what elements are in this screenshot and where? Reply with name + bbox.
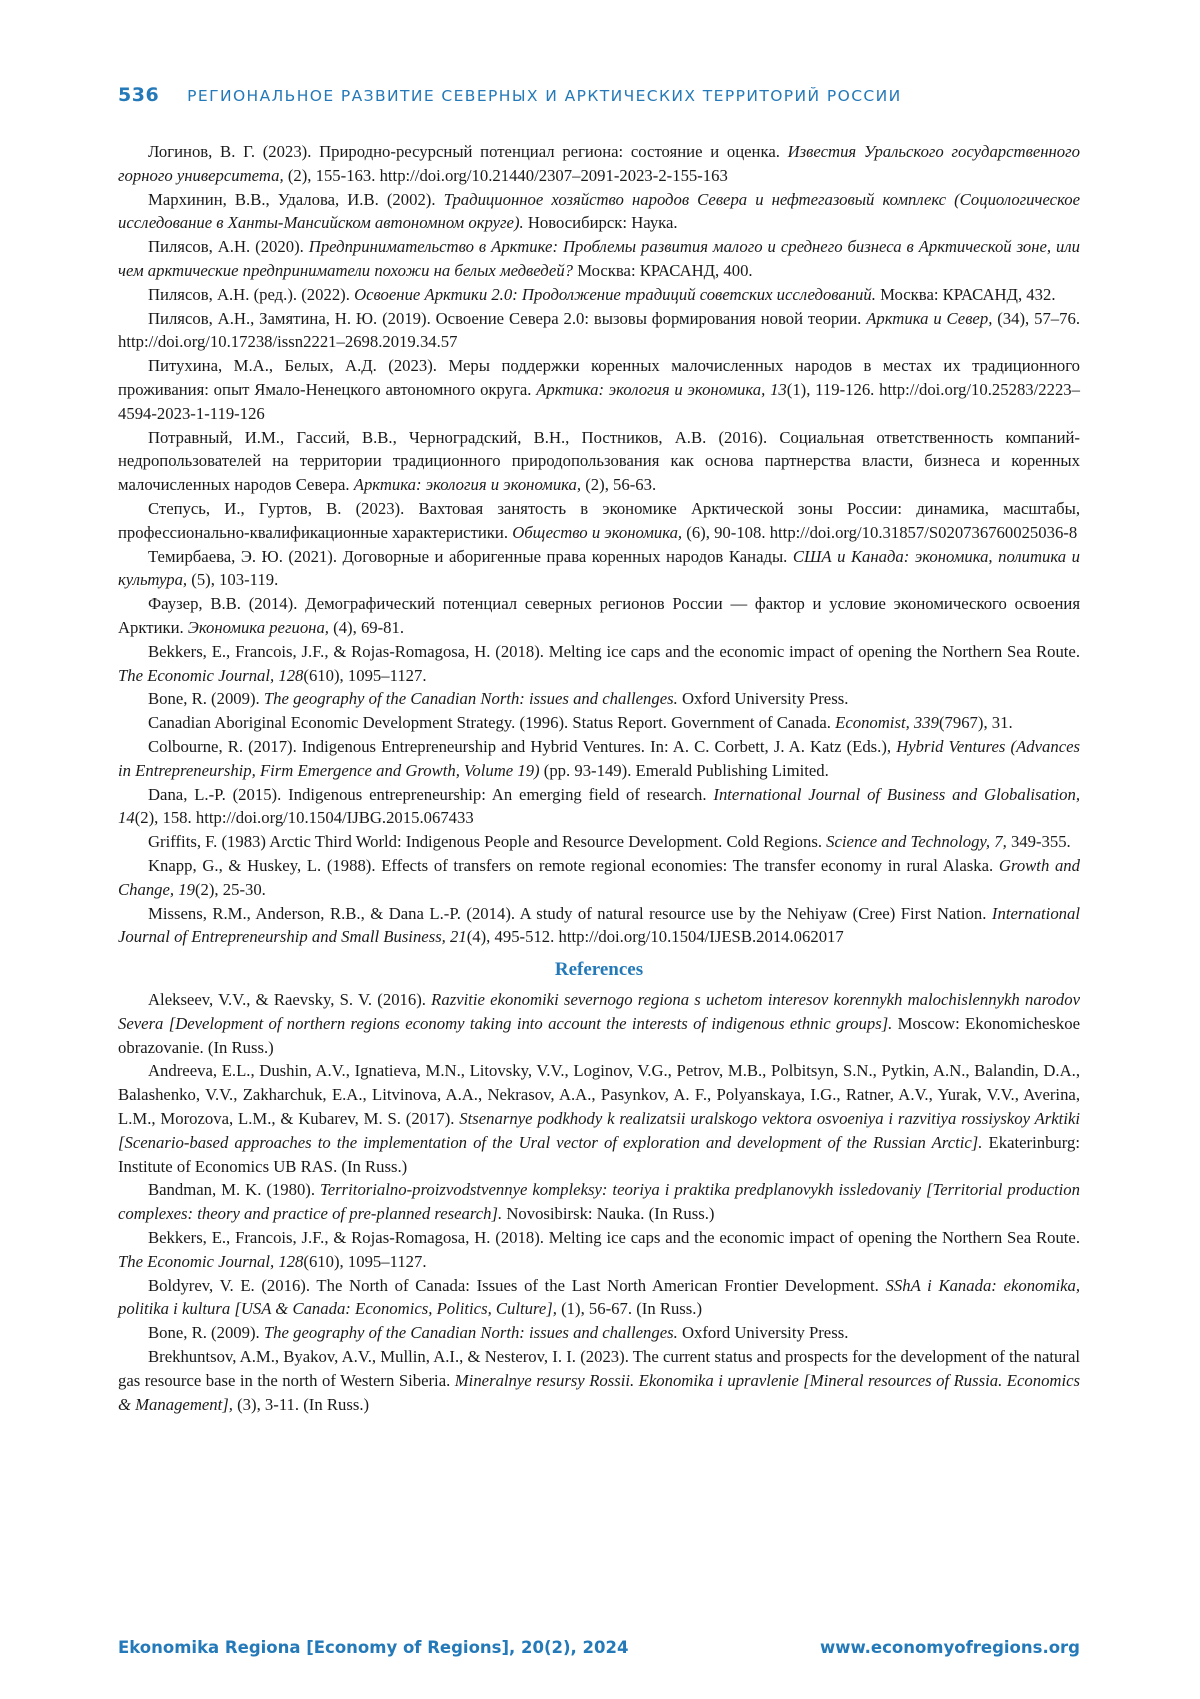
reference-text: Bekkers, E., Francois, J.F., & Rojas-Romagosa, H. (2018). Melting ice caps and the economic impact of opening the Northern Sea Route. [148, 1228, 1080, 1248]
reference-text: (2), 56-63. [581, 475, 657, 495]
reference-entry [118, 545, 1080, 593]
reference-entry [118, 1059, 1080, 1178]
reference-text: Новосибирск: Наука. [523, 213, 678, 233]
reference-text: Andreeva, E.L., Dushin, A.V., Ignatieva, M.N., Litovsky, V.V., Loginov, V.G., Petrov, M.B., Polbitsyn, S.N., Pytkin, A.N., Balandin, D.A., Balashenko, V.V., Zakharchuk, E.A., Litvinova, A.A., Nekrasov, A.A., Pasynkov, A. F., Polyanskaya, I.G., Ratner, A.V., Yurak, V.V., Averina, L.M., Morozova, L.M., & Kubarev, M. S. (2017). [118, 1061, 1080, 1129]
reference-entry [118, 1274, 1080, 1322]
reference-entry [118, 283, 1080, 307]
reference-text: Пилясов, А.Н. (2020). [148, 237, 309, 257]
reference-entry [118, 854, 1080, 902]
reference-title: Razvitie ekonomiki severnogo regiona s uchetom interesov korennykh malochislennykh narodov Severa [Development of northern regions economy taking into account the interests of indigenous ethnic groups]. [118, 990, 1080, 1033]
reference-title: SShA i Kanada: ekonomika, politika i kultura [USA & Canada: Economics, Politics, Culture], [118, 1275, 1081, 1319]
reference-text: Dana, L.-P. (2015). Indigenous entrepreneurship: An emerging field of research. [148, 784, 714, 804]
reference-text: (34), 57–76. http://doi.org/10.17238/issn2221–2698.2019.34.57 [118, 308, 1080, 352]
reference-text: (1), 56-67. (In Russ.) [556, 1299, 703, 1319]
reference-text: (5), 103-119. [187, 570, 279, 590]
reference-text: Москва: КРАСАНД, 400. [573, 260, 753, 280]
reference-text: Мархинин, В.В., Удалова, И.В. (2002). [148, 189, 444, 209]
reference-text: (1), 119-126. http://doi.org/10.25283/2223–4594-2023-1-119-126 [118, 379, 1080, 423]
reference-text: Brekhuntsov, A.M., Byakov, A.V., Mullin, A.I., & Nesterov, I. I. (2023). The current status and prospects for the development of the natural gas resource base in the north of Western Siberia. [118, 1347, 1080, 1390]
references-heading: References [554, 959, 644, 981]
reference-text: Knapp, G., & Huskey, L. (1988). Effects of transfers on remote regional economies: The transfer economy in rural Alaska. [148, 855, 999, 875]
reference-title: Territorialno-proizvodstvennye kompleksy: teoriya i praktika predplanovykh issledovaniy [Territorial production complexes: theory and practice of pre-planned research]. [118, 1180, 1080, 1224]
reference-entry [118, 497, 1080, 545]
reference-title: Stsenarnye podkhody k realizatsii uralskogo vektora osvoeniya i razvitiya rossiyskoy Arktiki [Scenario-based approaches to the implementation of the Ural vector of exploration and development of the Russian Arctic]. [118, 1109, 1080, 1152]
reference-title: США и Канада: экономика, политика и культура, [118, 546, 1080, 590]
footer-website-link[interactable]: www.economyofregions.org [819, 1638, 1080, 1657]
reference-text: Bandman, M. K. (1980). [148, 1180, 321, 1200]
reference-entry [118, 1345, 1080, 1416]
reference-entry [118, 307, 1080, 355]
reference-text: (7967), 31. [938, 713, 1013, 733]
reference-text: Oxford University Press. [677, 689, 849, 709]
reference-title: Арктика: экология и экономика, 13 [536, 379, 787, 399]
reference-title: Традиционное хозяйство народов Севера и нефтегазовый комплекс (Социологическое исследование в Ханты-Мансийском автономном округе). [118, 189, 1080, 233]
reference-title: Growth and Change, 19 [118, 855, 1080, 899]
reference-text: Пилясов, А.Н., Замятина, Н. Ю. (2019). Освоение Севера 2.0: вызовы формирования новой теории. [148, 308, 867, 328]
reference-text: (6), 90-108. http://doi.org/10.31857/S020736760025036-8 [682, 522, 1078, 542]
reference-entry [118, 235, 1080, 283]
reference-entry [118, 354, 1080, 425]
reference-text: Missens, R.M., Anderson, R.B., & Dana L.-P. (2014). A study of natural resource use by the Nehiyaw (Cree) First Nation. [148, 903, 992, 923]
reference-text: Степусь, И., Гуртов, В. (2023). Вахтовая занятость в экономике Арктической зоны России: динамика, масштабы, профессионально-квалификационные характеристики. [118, 498, 1080, 542]
page-footer [118, 1638, 1080, 1657]
reference-entry [118, 687, 1080, 711]
references-english [118, 988, 1080, 1416]
reference-entry [118, 735, 1080, 783]
reference-text: 349-355. [1006, 832, 1071, 852]
reference-text: (2), 158. http://doi.org/10.1504/IJBG.2015.067433 [134, 808, 474, 828]
reference-entry [118, 1226, 1080, 1274]
reference-text: Темирбаева, Э. Ю. (2021). Договорные и аборигенные права коренных народов Канады. [148, 546, 793, 566]
reference-text: (4), 69-81. [328, 617, 405, 637]
reference-title: Mineralnye resursy Rossii. Ekonomika i upravlenie [Mineral resources of Russia. Economics & Management], [118, 1370, 1080, 1414]
reference-text: (4), 495-512. http://doi.org/10.1504/IJESB.2014.062017 [466, 927, 844, 947]
reference-text: Canadian Aboriginal Economic Development Strategy. (1996). Status Report. Government of Canada. [148, 713, 836, 733]
reference-title: Предпринимательство в Арктике: Проблемы развития малого и среднего бизнеса в Арктической зоне, или чем арктические предприниматели похожи на белых медведей? [118, 237, 1080, 280]
running-header [118, 84, 1080, 106]
references-russian [118, 140, 1080, 949]
reference-entry [118, 783, 1080, 831]
reference-text: Moscow: Ekonomicheskoe obrazovanie. (In Russ.) [118, 1013, 1080, 1057]
reference-text: Bone, R. (2009). [148, 1323, 264, 1343]
reference-entry [118, 592, 1080, 640]
reference-list [118, 140, 1080, 1416]
reference-title: Economist, 339 [835, 713, 939, 733]
reference-entry [118, 1178, 1080, 1226]
reference-title: The geography of the Canadian North: issues and challenges. [263, 689, 678, 709]
reference-entry [118, 140, 1080, 188]
reference-entry [118, 1321, 1080, 1345]
reference-title: The Economic Journal, 128 [118, 665, 304, 685]
footer-journal-citation: Ekonomika Regiona [Economy of Regions], 20(2), 2024 [118, 1638, 629, 1657]
reference-text: (610), 1095–1127. [303, 665, 427, 685]
reference-text: Потравный, И.М., Гассий, В.В., Черноградский, В.Н., Постников, А.В. (2016). Социальная ответственность компаний-недропользователей на территории традиционного природопользования как основа партнерства власти, бизнеса и коренных малочисленных народов Севера. [118, 427, 1080, 495]
reference-title: Science and Technology, 7, [826, 832, 1007, 852]
reference-entry [118, 902, 1080, 950]
reference-entry [118, 988, 1080, 1059]
page-number: 536 [118, 84, 160, 106]
reference-text: (3), 3-11. (In Russ.) [232, 1394, 370, 1414]
reference-title: International Journal of Business and Globalisation, 14 [118, 784, 1080, 828]
reference-text: Bone, R. (2009). [148, 689, 264, 709]
reference-text: Bekkers, E., Francois, J.F., & Rojas-Romagosa, H. (2018). Melting ice caps and the economic impact of opening the Northern Sea Route. [148, 641, 1080, 661]
reference-title: Hybrid Ventures (Advances in Entrepreneurship, Firm Emergence and Growth, Volume 19) [118, 736, 1081, 780]
reference-text: Пилясов, А.Н. (ред.). (2022). [148, 284, 355, 304]
reference-text: Питухина, М.А., Белых, А.Д. (2023). Меры поддержки коренных малочисленных народов в местах их традиционного проживания: опыт Ямало-Ненецкого автономного округа. [118, 356, 1080, 399]
reference-title: Известия Уральского государственного горного университета, [118, 142, 1080, 185]
reference-text: (2), 25-30. [194, 879, 266, 899]
reference-text: Oxford University Press. [677, 1323, 849, 1343]
reference-title: Общество и экономика, [512, 522, 683, 542]
reference-title: International Journal of Entrepreneurship and Small Business, 21 [118, 903, 1080, 947]
reference-title: Экономика региона, [187, 617, 329, 637]
reference-text: (610), 1095–1127. [303, 1251, 427, 1271]
running-title: РЕГИОНАЛЬНОЕ РАЗВИТИЕ СЕВЕРНЫХ И АРКТИЧЕСКИХ ТЕРРИТОРИЙ РОССИИ [187, 87, 902, 105]
reference-entry [118, 830, 1080, 854]
reference-text: Логинов, В. Г. (2023). Природно-ресурсный потенциал региона: состояние и оценка. [148, 142, 788, 161]
reference-text: Ekaterinburg: Institute of Economics UB RAS. (In Russ.) [118, 1132, 1081, 1176]
reference-entry [118, 640, 1080, 688]
reference-text: Colbourne, R. (2017). Indigenous Entrepreneurship and Hybrid Ventures. In: A. C. Corbett, J. A. Katz (Eds.), [148, 736, 897, 756]
reference-text: Novosibirsk: Nauka. (In Russ.) [502, 1204, 715, 1224]
reference-text: (pp. 93-149). Emerald Publishing Limited. [539, 760, 829, 780]
reference-title: The Economic Journal, 128 [118, 1251, 304, 1271]
reference-title: Арктика и Север, [866, 308, 993, 328]
reference-entry [118, 188, 1080, 236]
reference-title: Арктика: экология и экономика, [353, 475, 582, 495]
reference-entry [118, 426, 1080, 497]
reference-text: (2), 155-163. http://doi.org/10.21440/2307–2091-2023-2-155-163 [283, 165, 728, 185]
reference-title: Освоение Арктики 2.0: Продолжение традиций советских исследований. [354, 284, 876, 304]
reference-text: Alekseev, V.V., & Raevsky, S. V. (2016). [148, 990, 432, 1010]
reference-title: The geography of the Canadian North: issues and challenges. [263, 1323, 678, 1343]
reference-text: Фаузер, В.В. (2014). Демографический потенциал северных регионов России — фактор и условие экономического освоения Арктики. [118, 594, 1080, 637]
reference-entry [118, 711, 1080, 735]
reference-text: Москва: КРАСАНД, 432. [875, 284, 1056, 304]
reference-text: Griffits, F. (1983) Arctic Third World: Indigenous People and Resource Development. Cold Regions. [148, 832, 827, 852]
reference-text: Boldyrev, V. E. (2016). The North of Canada: Issues of the Last North American Frontier Development. [148, 1275, 886, 1295]
